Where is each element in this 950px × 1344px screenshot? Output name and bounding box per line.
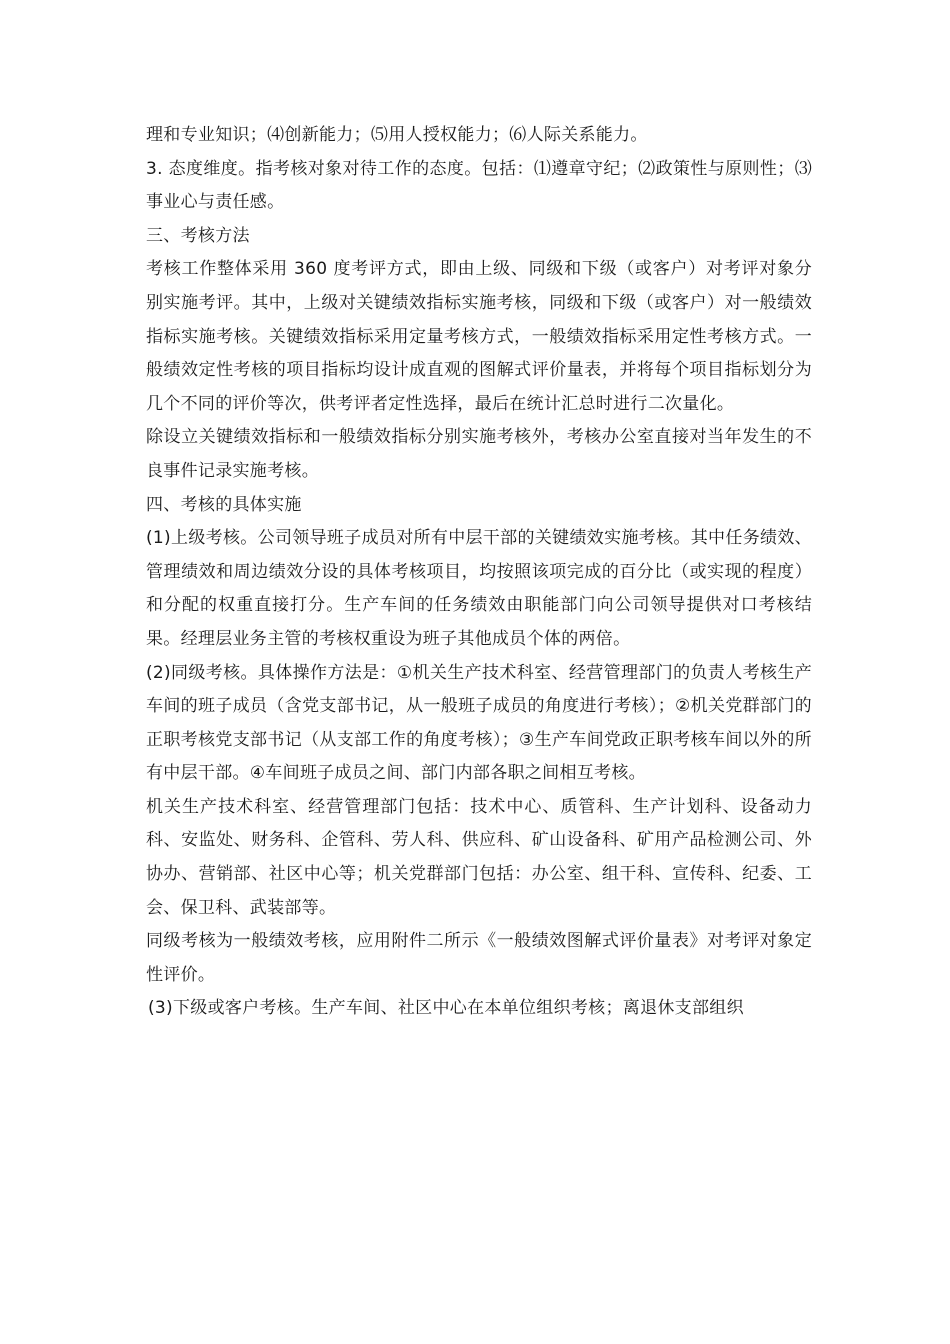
paragraph-peer-assessment: (2)同级考核。具体操作方法是：①机关生产技术科室、经营管理部门的负责人考核生产车间的班子成员（含党支部书记，从一般班子成员的角度进行考核）；②机关党群部门的正职考核党支部书记（从支部工作的角度考核）；③生产车间党政正职考核车间以外的所有中层干部。④车间班子成员之间、部门内部各职之间相互考核。 xyxy=(146,662,812,784)
section-heading-assessment-method: 三、考核方法 xyxy=(146,225,250,246)
paragraph-360-assessment: 考核工作整体采用 360 度考评方式，即由上级、同级和下级（或客户）对考评对象分别实施考评。其中，上级对关键绩效指标实施考核，同级和下级（或客户）对一般绩效指标实施考核。关键绩效指标采用定量考核方式，一般绩效指标采用定性考核方式。一般绩效定性考核的项目指标均设计成直观的图解式评价量表，并将每个项目指标划分为几个不同的评价等次，供考评者定性选择，最后在统计汇总时进行二次量化。 xyxy=(146,259,812,414)
paragraph-ability-continued: 理和专业知识；⑷创新能力；⑸用人授权能力；⑹人际关系能力。 xyxy=(146,125,648,145)
paragraph-department-list: 机关生产技术科室、经营管理部门包括：技术中心、质管科、生产计划科、设备动力科、安监处、财务科、企管科、劳人科、供应科、矿山设备科、矿用产品检测公司、外协办、营销部、社区中心等；机关党群部门包括：办公室、组干科、宣传科、纪委、工会、保卫科、武装部等。 xyxy=(146,796,812,918)
section-heading-implementation: 四、考核的具体实施 xyxy=(146,494,302,515)
paragraph-peer-general-performance: 同级考核为一般绩效考核，应用附件二所示《一般绩效图解式评价量表》对考评对象定性评价。 xyxy=(146,931,812,985)
paragraph-attitude-dimension: 3. 态度维度。指考核对象对待工作的态度。包括：⑴遵章守纪；⑵政策性与原则性；⑶事业心与责任感。 xyxy=(146,158,812,213)
paragraph-adverse-events: 除设立关键绩效指标和一般绩效指标分别实施考核外，考核办公室直接对当年发生的不良事件记录实施考核。 xyxy=(146,427,812,481)
paragraph-superior-assessment: (1)上级考核。公司领导班子成员对所有中层干部的关键绩效实施考核。其中任务绩效、管理绩效和周边绩效分设的具体考核项目，均按照该项完成的百分比（或实现的程度）和分配的权重直接打分。生产车间的任务绩效由职能部门向公司领导提供对口考核结果。经理层业务主管的考核权重设为班子其他成员个体的两倍。 xyxy=(146,528,812,649)
document-page xyxy=(146,119,812,1026)
paragraph-subordinate-assessment: (3)下级或客户考核。生产车间、社区中心在本单位组织考核；离退休支部组织 xyxy=(148,998,744,1019)
